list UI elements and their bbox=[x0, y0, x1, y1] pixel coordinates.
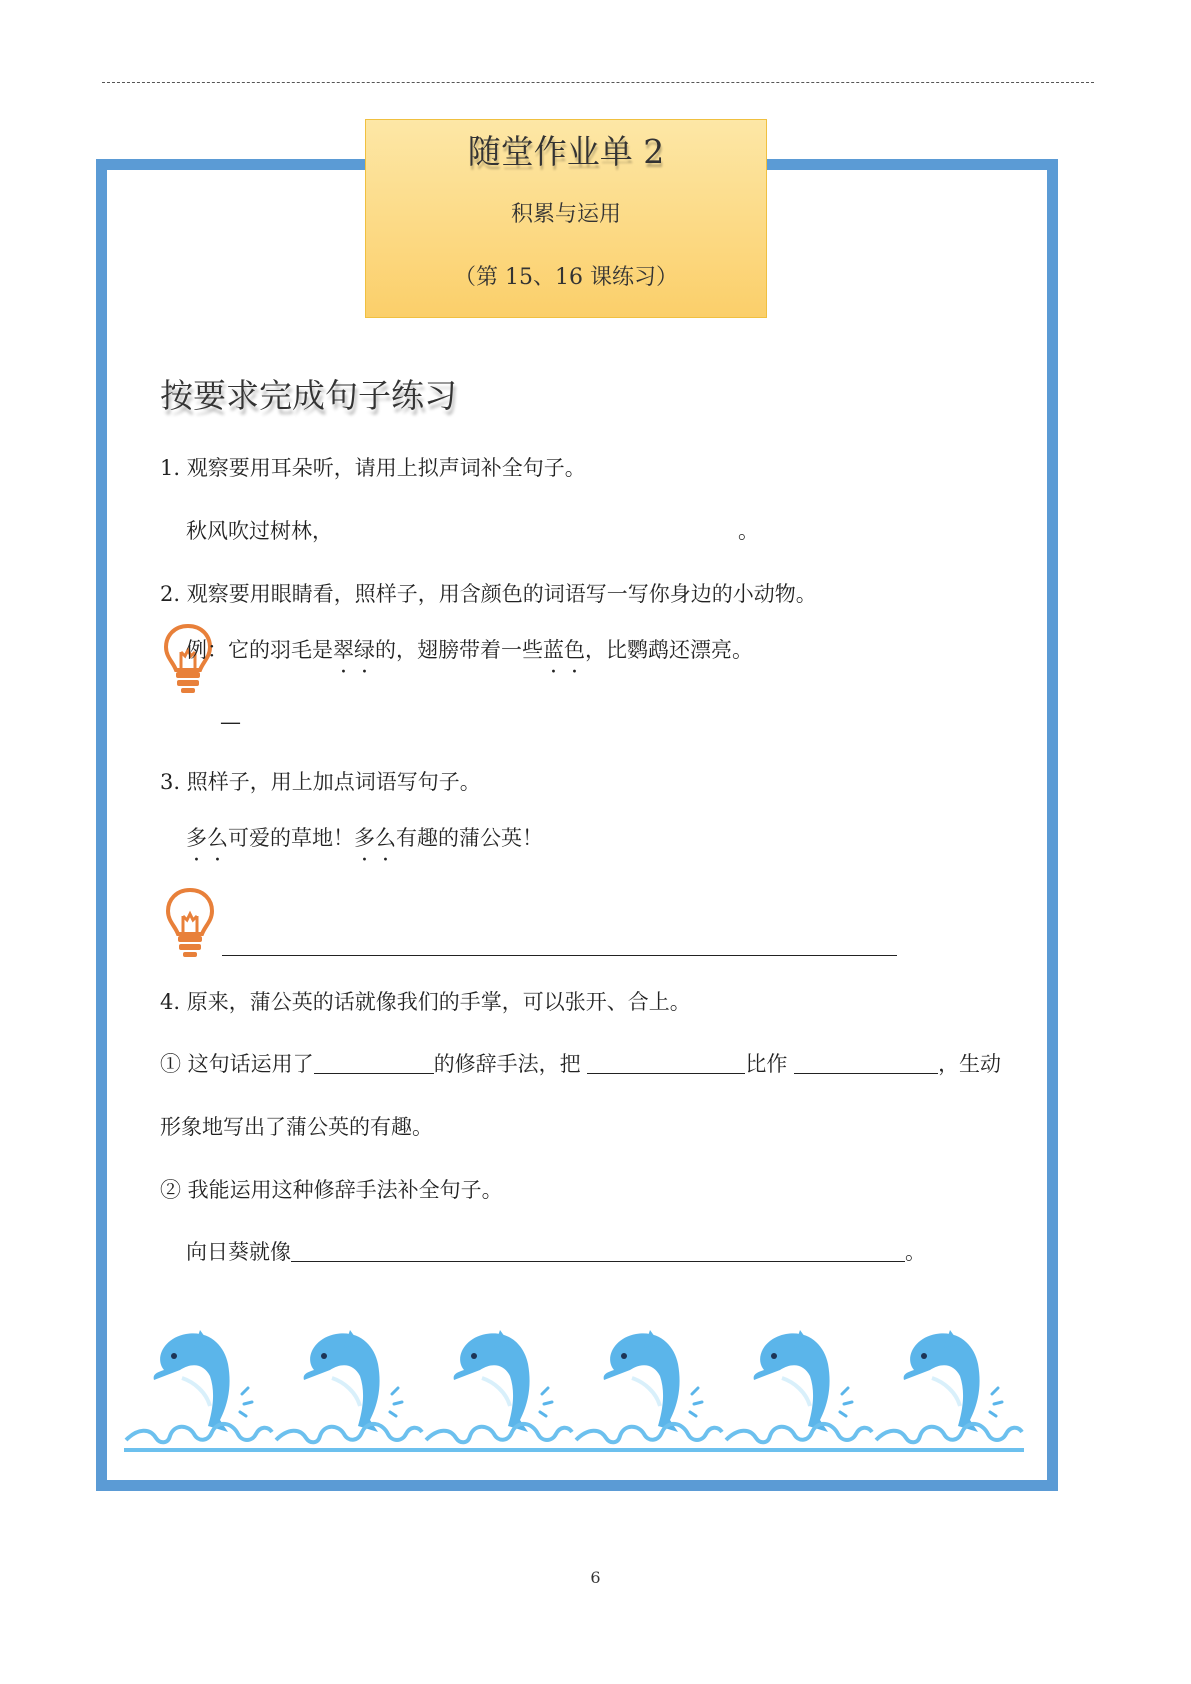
sub1-text: ① 这句话运用了 bbox=[160, 1052, 314, 1076]
emphasis-char: 么 bbox=[207, 826, 228, 850]
dolphin-icon bbox=[574, 1308, 724, 1458]
question-4-sub1 bbox=[160, 1048, 1001, 1078]
dolphin-icon bbox=[874, 1308, 1024, 1458]
question-3-example bbox=[186, 822, 543, 852]
emphasis-char: 绿 bbox=[354, 638, 375, 662]
example-text: ，比鹦鹉还漂亮。 bbox=[585, 638, 753, 662]
question-1-lead: 秋风吹过树林， bbox=[186, 519, 333, 543]
question-2-prompt: 2. 观察要用眼睛看，照样子，用含颜色的词语写一写你身边的小动物。 bbox=[160, 582, 817, 606]
question-2-example bbox=[186, 634, 753, 664]
question-1-prompt: 1. 观察要用耳朵听，请用上拟声词补全句子。 bbox=[160, 456, 586, 480]
dolphin-icon bbox=[424, 1308, 574, 1458]
blank-object[interactable] bbox=[587, 1053, 745, 1074]
blank-rhetoric[interactable] bbox=[314, 1053, 434, 1074]
question-4-sub2: ② 我能运用这种修辞手法补全句子。 bbox=[160, 1178, 503, 1202]
answer-line[interactable] bbox=[222, 955, 897, 956]
example-text: 有趣的蒲公英！ bbox=[396, 826, 543, 850]
emphasis-char: 多 bbox=[186, 826, 207, 850]
lesson-note: （第 15、16 课练习） bbox=[454, 265, 678, 290]
example-text: 例：它的羽毛是 bbox=[186, 638, 333, 662]
emphasis-char: 蓝 bbox=[543, 638, 564, 662]
worksheet-subtitle: 积累与运用 bbox=[510, 202, 621, 227]
dolphin-icon bbox=[274, 1308, 424, 1458]
answer-line[interactable] bbox=[291, 1241, 905, 1262]
title-box bbox=[365, 119, 767, 318]
page-number: 6 bbox=[590, 1568, 601, 1587]
sub1-text: 的修辞手法，把 bbox=[433, 1052, 588, 1076]
answer-end: 。 bbox=[905, 1240, 926, 1264]
emphasis-char: 多 bbox=[354, 826, 375, 850]
worksheet-title: 随堂作业单 2 bbox=[467, 132, 665, 171]
question-4-answer bbox=[186, 1236, 926, 1266]
top-dashed-rule bbox=[102, 82, 1094, 83]
emphasis-char: 么 bbox=[375, 826, 396, 850]
dolphin-icon bbox=[724, 1308, 874, 1458]
emphasis-char: 翠 bbox=[333, 638, 354, 662]
dolphin-icon bbox=[124, 1308, 274, 1458]
example-text: 可爱的草地！ bbox=[228, 826, 354, 850]
question-1-end: 。 bbox=[738, 519, 759, 543]
question-4-sub1-continued: 形象地写出了蒲公英的有趣。 bbox=[160, 1115, 433, 1139]
blank-compared-to[interactable] bbox=[794, 1053, 938, 1074]
answer-lead: 向日葵就像 bbox=[186, 1240, 291, 1264]
answer-dash: — bbox=[220, 710, 241, 734]
example-text: 的，翅膀带着一些 bbox=[375, 638, 543, 662]
dolphin-border-decoration bbox=[124, 1308, 1024, 1458]
lightbulb-icon bbox=[164, 886, 216, 958]
sub1-text: 比作 bbox=[745, 1052, 795, 1076]
section-heading: 按要求完成句子练习 bbox=[160, 376, 457, 415]
emphasis-char: 色 bbox=[564, 638, 585, 662]
question-4-prompt: 4. 原来，蒲公英的话就像我们的手掌，可以张开、合上。 bbox=[160, 990, 691, 1014]
question-3-prompt: 3. 照样子，用上加点词语写句子。 bbox=[160, 770, 481, 794]
sub1-text: ，生动 bbox=[938, 1052, 1002, 1076]
